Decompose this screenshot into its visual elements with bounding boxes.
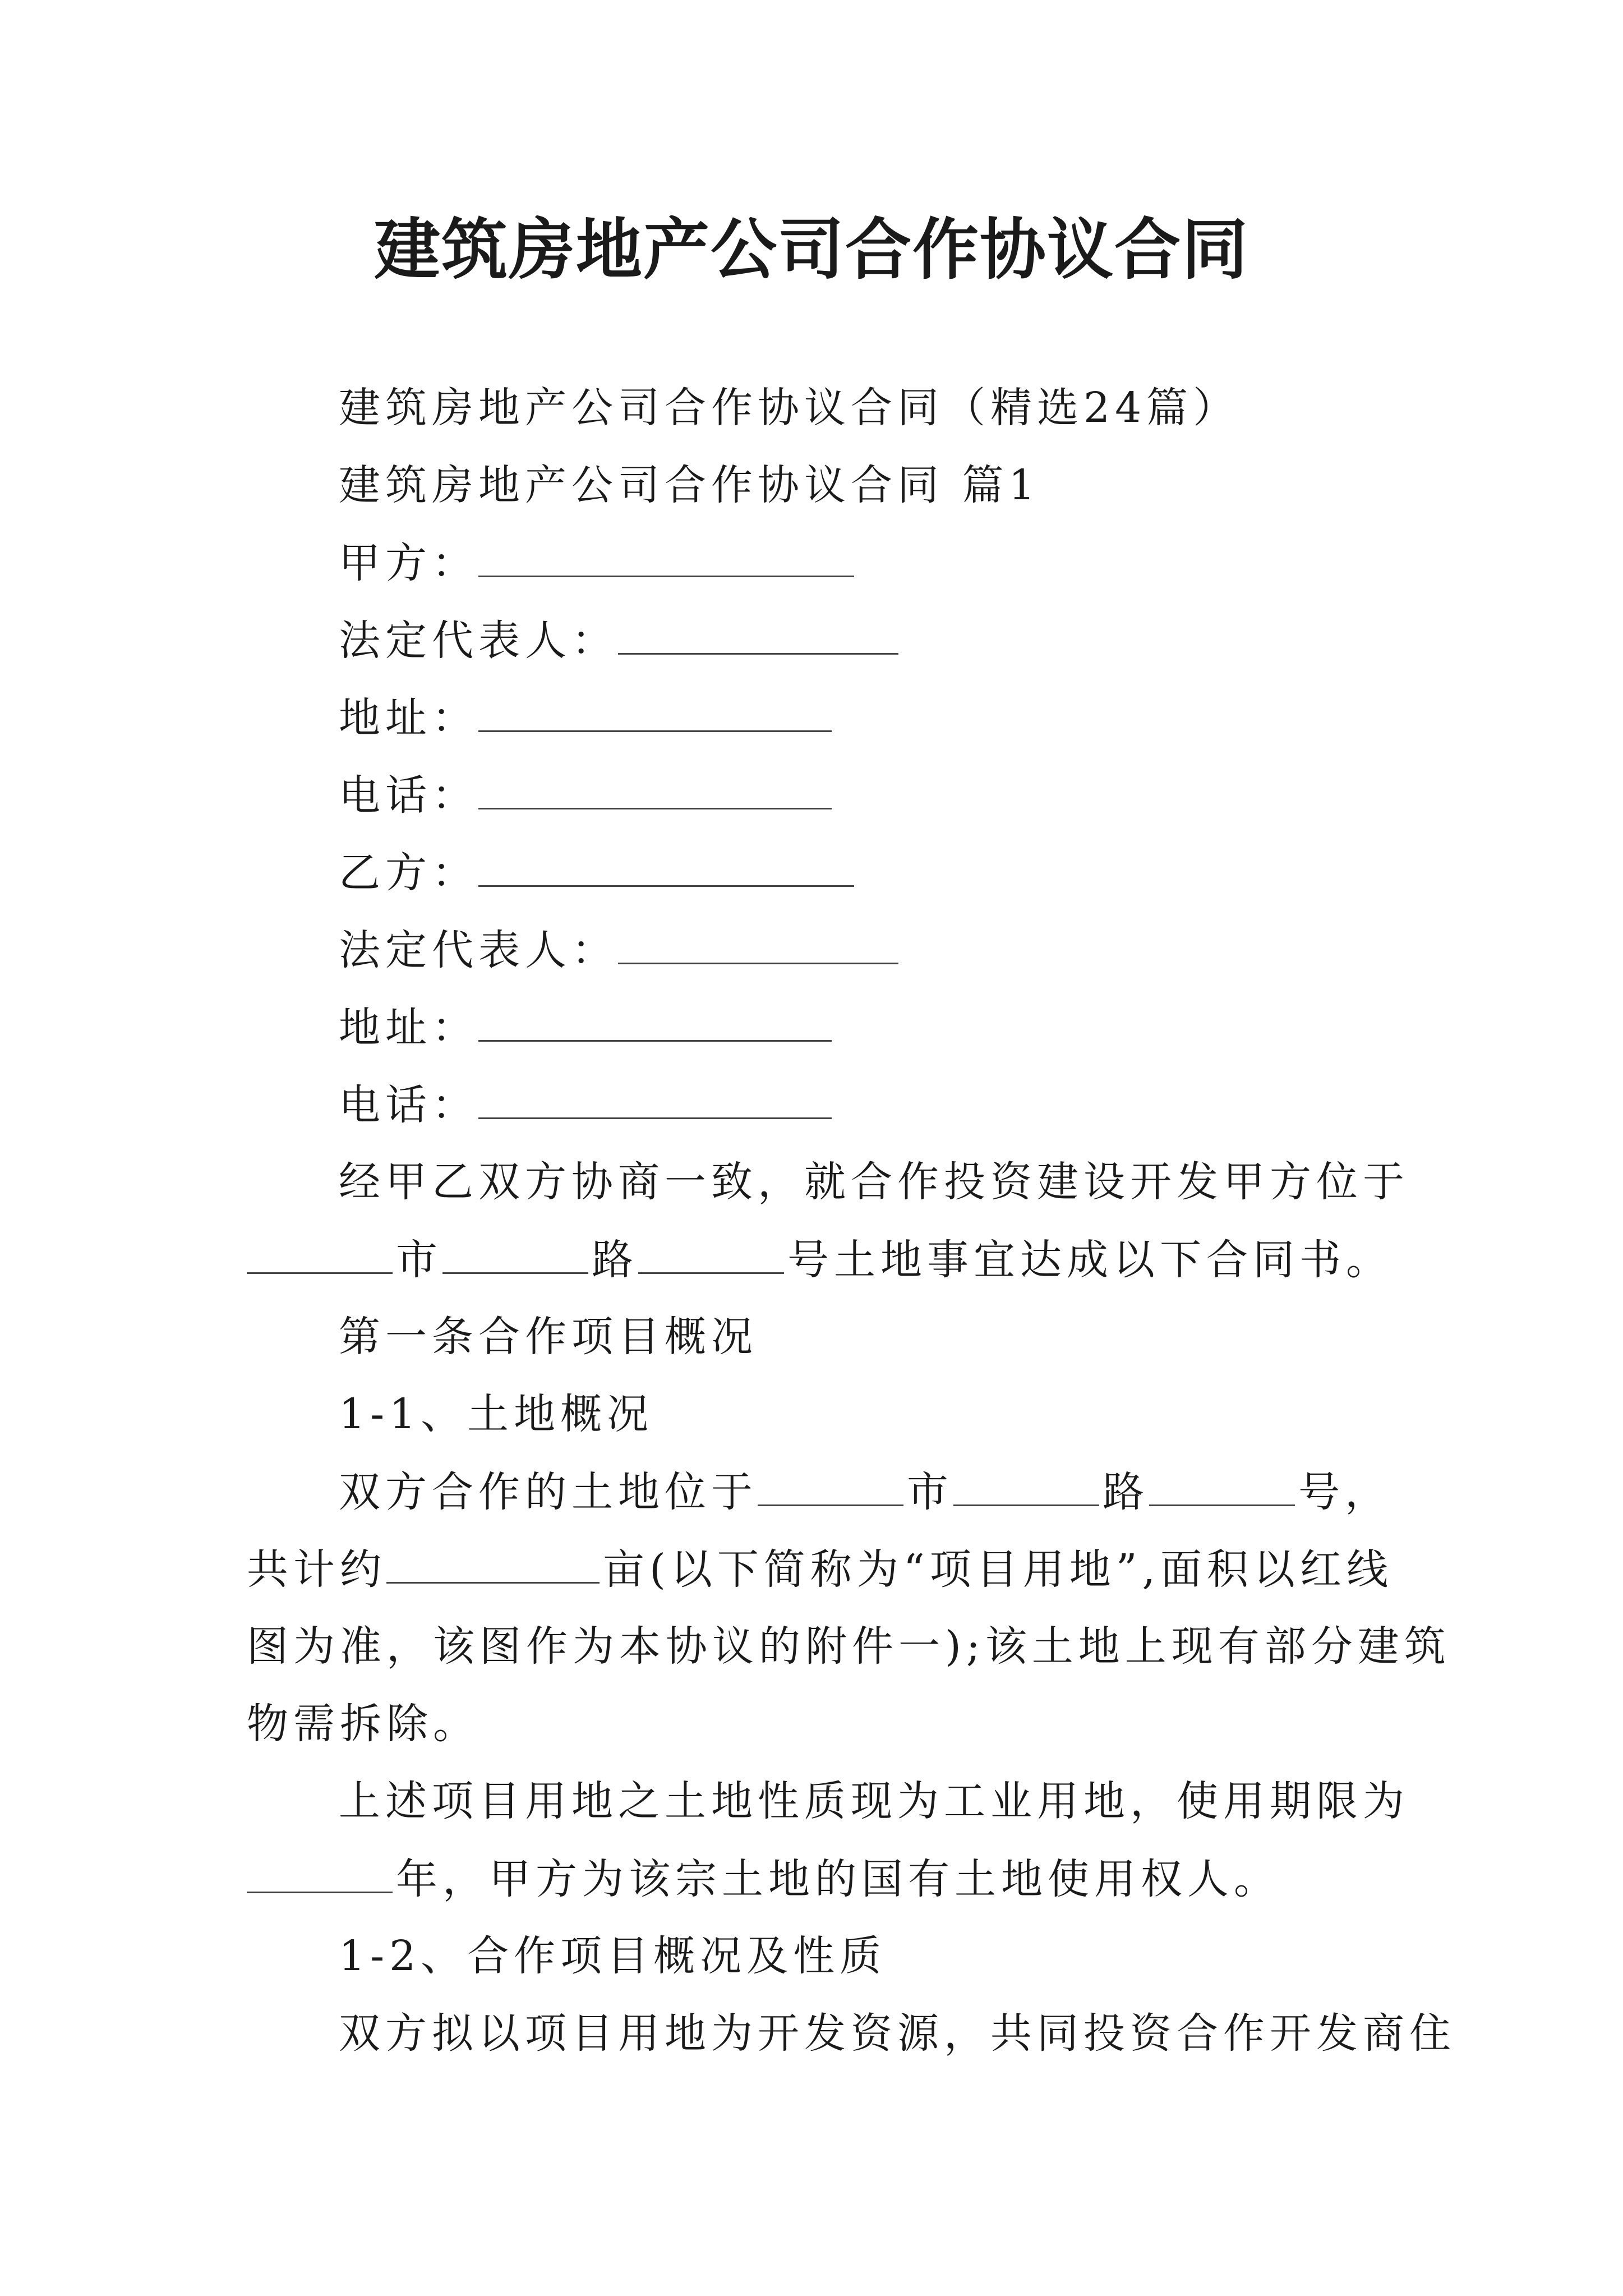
section-heading: 建筑房地产公司合作协议合同 篇1 bbox=[339, 461, 1040, 509]
land-number-blank bbox=[1149, 1471, 1295, 1506]
party-a-rep-blank bbox=[618, 619, 898, 655]
land-city-blank bbox=[758, 1471, 903, 1506]
document-title: 建筑房地产公司合作协议合同 bbox=[374, 210, 1249, 288]
article-1-1-p1-line-4: 物需拆除。 bbox=[247, 1700, 479, 1748]
article-1-2-heading: 1-2、合作项目概况及性质 bbox=[339, 1932, 887, 1980]
party-a-phone-blank bbox=[478, 774, 832, 809]
area-blank bbox=[386, 1548, 600, 1584]
party-b-phone-row bbox=[339, 1081, 835, 1129]
article-1-1-p2-line-2 bbox=[247, 1855, 1280, 1903]
party-b-phone-blank bbox=[478, 1084, 832, 1119]
party-b-rep-label: 法定代表人： bbox=[339, 926, 618, 974]
intro-city-label: 市 bbox=[396, 1236, 442, 1284]
land-city-label: 市 bbox=[907, 1468, 953, 1516]
area-start: 共计约 bbox=[247, 1545, 386, 1594]
article-1-2-p1-line-1: 双方拟以项目用地为开发资源，共同投资合作开发商住 bbox=[339, 2009, 1456, 2058]
intro-number-blank bbox=[638, 1239, 784, 1274]
party-b-row bbox=[339, 849, 857, 897]
party-b-phone-label: 电话： bbox=[339, 1081, 478, 1129]
intro-road-blank bbox=[442, 1239, 588, 1274]
party-a-rep-row bbox=[339, 616, 902, 665]
land-road-blank bbox=[953, 1471, 1099, 1506]
land-road-label: 路 bbox=[1103, 1468, 1149, 1516]
party-b-label: 乙方： bbox=[339, 849, 478, 897]
party-a-label: 甲方： bbox=[339, 539, 478, 587]
party-b-rep-blank bbox=[618, 929, 898, 964]
party-b-address-row bbox=[339, 1004, 835, 1052]
intro-number-tail: 号土地事宜达成以下合同书。 bbox=[787, 1236, 1393, 1284]
party-a-address-blank bbox=[478, 697, 832, 732]
party-b-rep-row bbox=[339, 926, 902, 974]
intro-road-label: 路 bbox=[592, 1236, 638, 1284]
party-a-phone-row bbox=[339, 771, 835, 820]
party-b-address-label: 地址： bbox=[339, 1004, 478, 1052]
intro-line-2 bbox=[247, 1236, 1393, 1284]
article-1-1-p1-line-1 bbox=[339, 1468, 1391, 1516]
article-1-1-p1-line-3: 图为准，该图作为本协议的附件一);该土地上现有部分建筑 bbox=[247, 1622, 1451, 1671]
land-number-label: 号， bbox=[1298, 1468, 1391, 1516]
party-a-blank bbox=[478, 542, 854, 577]
party-a-row bbox=[339, 539, 857, 587]
party-a-address-row bbox=[339, 694, 835, 742]
term-years-tail: 年，甲方为该宗土地的国有土地使用权人。 bbox=[396, 1855, 1280, 1903]
subtitle: 建筑房地产公司合作协议合同（精选24篇） bbox=[339, 384, 1240, 432]
area-end: 亩(以下简称为“项目用地”,面积以红线 bbox=[603, 1545, 1394, 1594]
term-years-blank bbox=[247, 1858, 393, 1893]
intro-city-blank bbox=[247, 1239, 393, 1274]
article-1-1-p1-line-2 bbox=[247, 1545, 1394, 1594]
party-a-rep-label: 法定代表人： bbox=[339, 616, 618, 665]
party-a-address-label: 地址： bbox=[339, 694, 478, 742]
article-1-1-p2-line-1: 上述项目用地之土地性质现为工业用地，使用期限为 bbox=[339, 1777, 1409, 1825]
land-location-start: 双方合作的土地位于 bbox=[339, 1468, 758, 1516]
article-1-heading: 第一条合作项目概况 bbox=[339, 1313, 758, 1361]
article-1-1-heading: 1-1、土地概况 bbox=[339, 1390, 654, 1438]
party-a-phone-label: 电话： bbox=[339, 771, 478, 820]
party-b-blank bbox=[478, 852, 854, 887]
party-b-address-blank bbox=[478, 1006, 832, 1042]
intro-line-1: 经甲乙双方协商一致，就合作投资建设开发甲方位于 bbox=[339, 1158, 1409, 1206]
